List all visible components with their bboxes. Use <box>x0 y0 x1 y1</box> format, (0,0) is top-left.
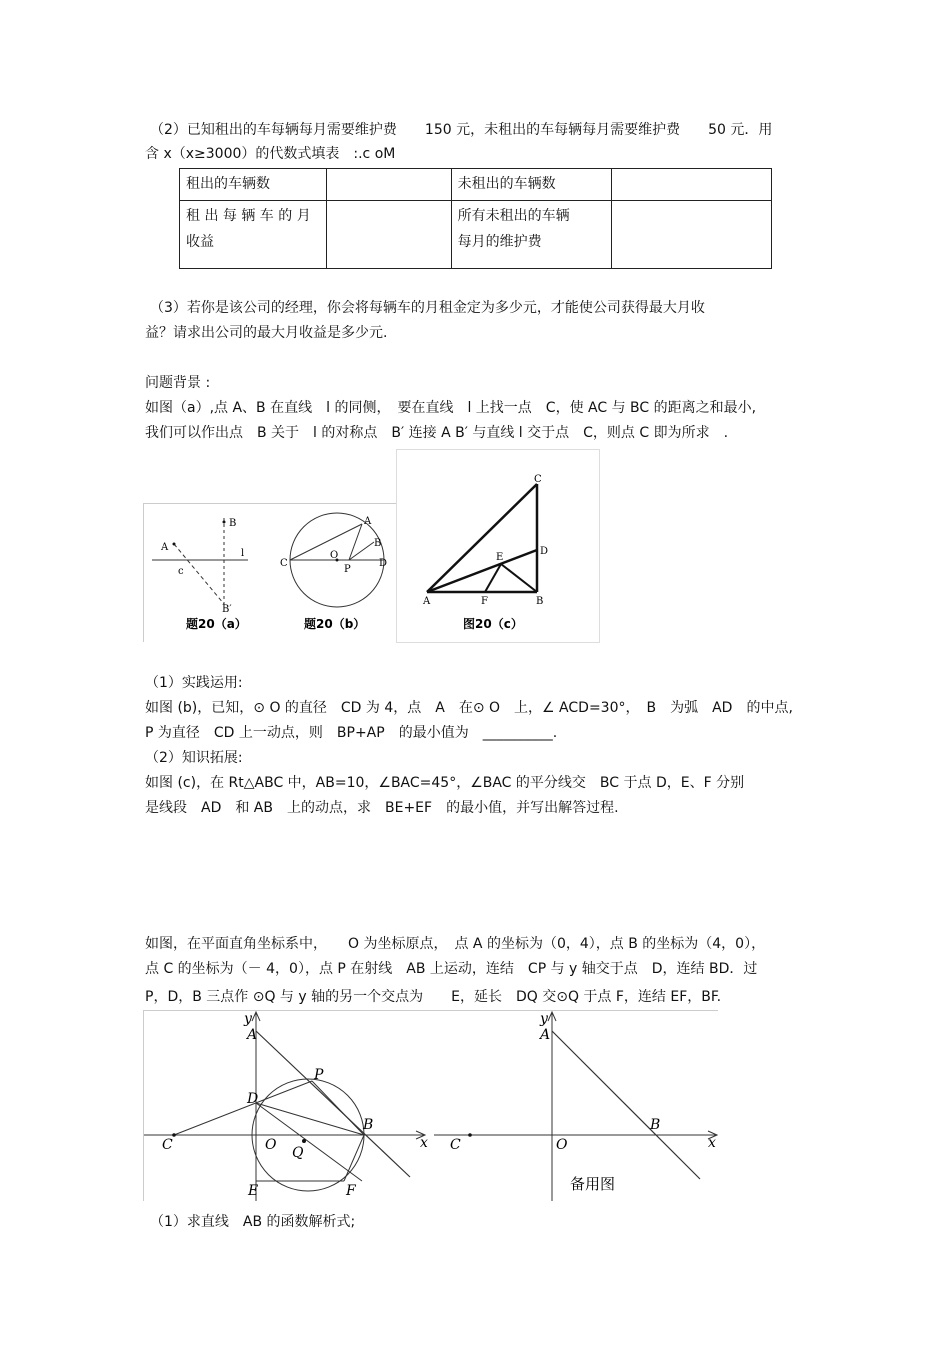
practice-line2: P 为直径 CD 上一动点，则 BP+AP 的最小值为 __________. <box>145 725 558 741</box>
label-d: D <box>247 1091 259 1107</box>
label-d: D <box>379 558 388 569</box>
segment-cp <box>174 1081 312 1135</box>
label-a: A <box>423 596 431 607</box>
label-b: B <box>650 1117 661 1133</box>
point-c <box>468 1133 472 1137</box>
label-f: F <box>481 596 488 607</box>
table-cell-line: 所有未租出的车辆 <box>457 208 570 224</box>
label-a: A <box>364 516 372 527</box>
figure-a-b <box>143 503 398 642</box>
label-a: A <box>161 542 169 553</box>
extension-line1: 如图 (c)，在 Rt△ABC 中，AB=10，∠BAC=45°，∠BAC 的平分线交 BC 于点 D，E、F 分别 <box>145 775 745 791</box>
problem3-line2: 点 C 的坐标为（－ 4，0），点 P 在射线 AB 上运动，连结 CP 与 y 轴交于点 D，连结 BD．过 <box>145 961 758 977</box>
table-cell-line: 收益 <box>186 234 214 250</box>
label-o: O <box>330 550 339 561</box>
part2-line1: （2）已知租出的车每辆每月需要维护费 150 元，未租出的车每辆每月需要维护费 50 元．用 <box>150 122 773 138</box>
segment-db <box>256 1103 364 1135</box>
line-ab <box>256 1031 410 1177</box>
line-ab <box>552 1031 700 1179</box>
problem3-line1: 如图，在平面直角坐标系中， O 为坐标原点， 点 A 的坐标为（0，4），点 B 的坐标为（4，0）， <box>145 936 766 952</box>
caption-backup: 备用图 <box>570 1175 616 1193</box>
figure-a-b-svg <box>144 504 398 642</box>
segment-ac <box>427 484 537 592</box>
label-b: B <box>229 518 237 529</box>
label-b: B <box>363 1117 374 1133</box>
label-o: O <box>556 1137 568 1153</box>
fill-table <box>179 168 772 269</box>
label-c: c <box>178 566 184 577</box>
practice-line1: 如图 (b)，已知，⊙ O 的直径 CD 为 4，点 A 在⊙ O 上，∠ ACD=30°， B 为弧 AD 的中点, <box>145 700 793 716</box>
table-cell: 未租出的车辆数 <box>451 169 611 201</box>
label-d: D <box>540 546 549 557</box>
label-p: P <box>314 1067 324 1083</box>
segment-bf <box>344 1135 364 1181</box>
table-cell <box>451 201 611 269</box>
background-heading: 问题背景 : <box>145 375 211 391</box>
label-y: y <box>244 1011 252 1027</box>
table-cell <box>327 169 451 201</box>
caption-b: 题20（b） <box>304 617 366 631</box>
label-c: C <box>280 558 288 569</box>
point-c <box>172 1133 176 1137</box>
caption-a: 题20（a） <box>186 617 247 631</box>
label-x: x <box>708 1135 716 1151</box>
table-cell-line: 租 出 每 辆 车 的 月 <box>186 208 311 224</box>
extension-line2: 是线段 AD 和 AB 上的动点，求 BE+EF 的最小值，并写出解答过程. <box>145 800 619 816</box>
figure-c-svg <box>397 450 599 642</box>
label-e: E <box>496 552 504 563</box>
segment-eb <box>501 564 537 592</box>
caption-c: 图20（c） <box>463 617 523 631</box>
label-b: B <box>536 596 544 607</box>
label-y: y <box>540 1011 548 1027</box>
label-a: A <box>247 1027 258 1043</box>
label-e: E <box>248 1183 259 1199</box>
table-cell: 租出的车辆数 <box>180 169 327 201</box>
extension-heading: （2）知识拓展: <box>145 750 243 766</box>
background-line2: 我们可以作出点 B 关于 l 的对称点 B′ 连接 A B′ 与直线 l 交于点 C，则点 C 即为所求 . <box>145 425 729 441</box>
table-cell <box>327 201 451 269</box>
coordinate-figure-svg <box>144 1011 718 1201</box>
coordinate-figure <box>143 1010 718 1201</box>
label-f: F <box>346 1183 356 1199</box>
problem3-line3: P，D，B 三点作 ⊙Q 与 y 轴的另一个交点为 E，延长 DQ 交⊙Q 于点 F，连结 EF，BF. <box>145 989 722 1005</box>
label-c: C <box>162 1137 173 1153</box>
label-x: x <box>420 1135 428 1151</box>
table-cell <box>611 201 771 269</box>
question1: （1）求直线 AB 的函数解析式; <box>150 1214 356 1230</box>
segment-ad <box>427 550 537 592</box>
label-o: O <box>265 1137 277 1153</box>
figure-c <box>396 449 600 643</box>
table-cell <box>180 201 327 269</box>
label-b-prime: B′ <box>222 604 232 615</box>
label-a: A <box>540 1027 551 1043</box>
label-b: B <box>374 538 382 549</box>
part3-line2: 益？请求出公司的最大月收益是多少元. <box>145 325 388 341</box>
part3-line1: （3）若你是该公司的经理，你会将每辆车的月租金定为多少元，才能使公司获得最大月收 <box>150 300 705 316</box>
point-b <box>223 521 226 524</box>
point-q <box>302 1139 306 1143</box>
label-c: C <box>450 1137 461 1153</box>
label-l: l <box>241 548 245 559</box>
part2-line2: 含 x（x≥3000）的代数式填表 :.c oM <box>145 146 396 162</box>
practice-heading: （1）实践运用: <box>145 675 243 691</box>
table-cell <box>611 169 771 201</box>
label-q: Q <box>292 1145 304 1161</box>
label-c: C <box>534 474 542 485</box>
background-line1: 如图（a）,点 A、B 在直线 l 的同侧， 要在直线 l 上找一点 C，使 AC 与 BC 的距离之和最小, <box>145 400 757 416</box>
label-p: P <box>344 564 351 575</box>
point-a <box>173 543 176 546</box>
table-cell-line: 每月的维护费 <box>457 234 542 250</box>
